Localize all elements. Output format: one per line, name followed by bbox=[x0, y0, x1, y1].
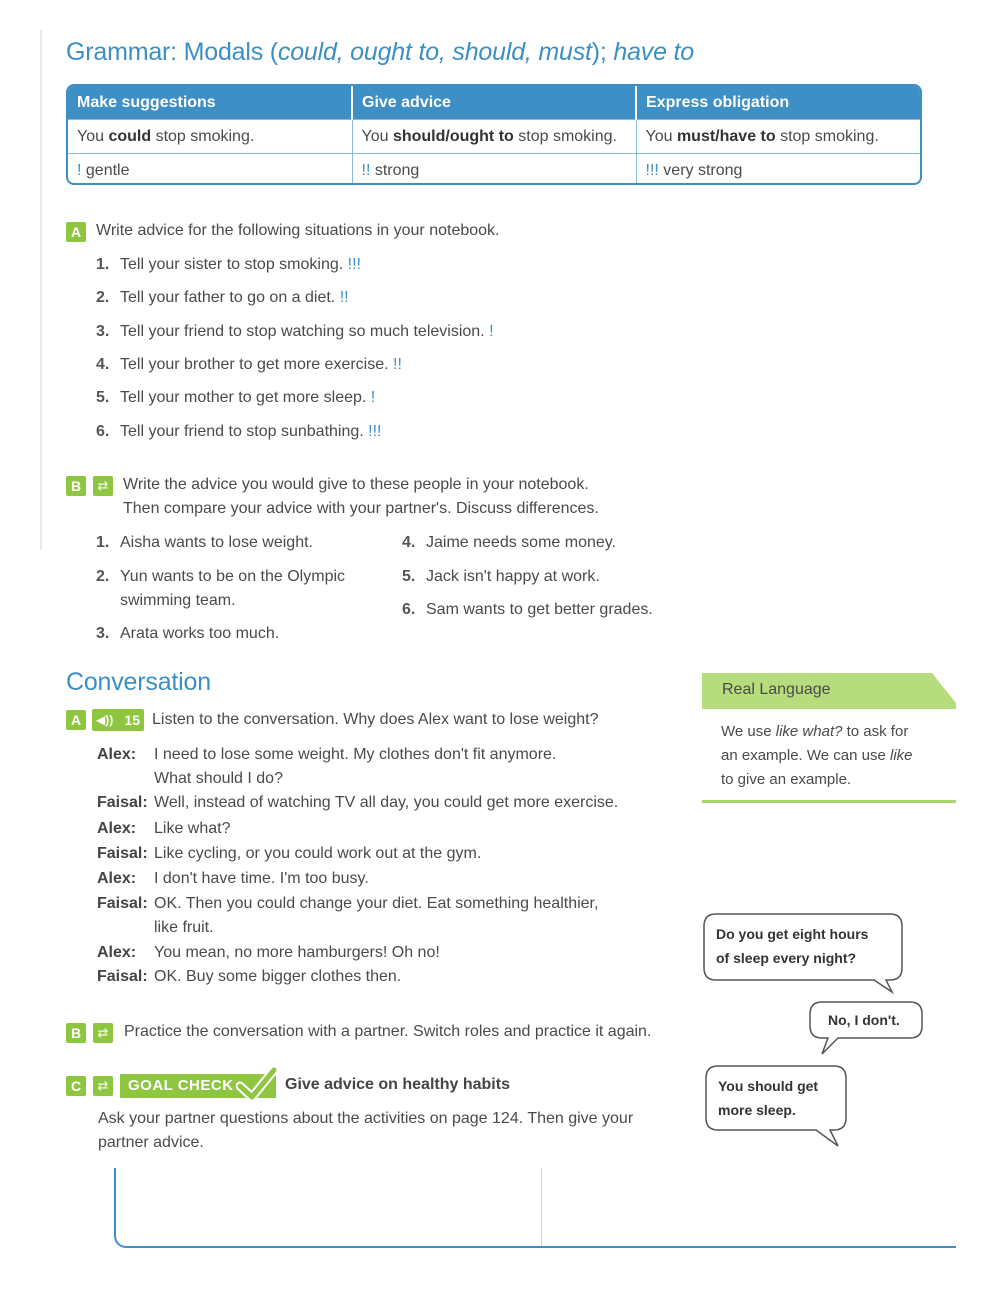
cell-should bbox=[352, 120, 636, 154]
item-number: 4. bbox=[96, 356, 110, 373]
pair-work-icon: ⇄ bbox=[93, 476, 113, 496]
dialogue-text: Like cycling, or you could work out at the gym. bbox=[154, 845, 482, 862]
exercise-b-label: B bbox=[66, 476, 86, 496]
real-language-header bbox=[702, 673, 956, 709]
rl-italic: like what? bbox=[775, 723, 843, 740]
list-item bbox=[96, 320, 494, 344]
cell-strong bbox=[352, 154, 636, 186]
answer-area-divider bbox=[541, 1168, 542, 1246]
grammar-title-have-to: have to bbox=[613, 38, 694, 66]
speaker-name: Alex: bbox=[97, 870, 137, 887]
exercise-a-label: A bbox=[66, 222, 86, 242]
item-number: 6. bbox=[96, 423, 110, 440]
bubble-text-2: more sleep. bbox=[718, 1102, 796, 1118]
dialogue-text: OK. Then you could change your diet. Eat something healthier, bbox=[154, 895, 599, 912]
real-language-line-1 bbox=[721, 720, 921, 744]
cell-very-strong bbox=[636, 154, 920, 186]
item-number: 2. bbox=[96, 568, 110, 585]
exercise-b-instruction-2: Then compare your advice with your partner's. Discuss differences. bbox=[123, 500, 599, 517]
item-mark: ! bbox=[370, 389, 376, 406]
item-text: Tell your father to go on a diet. bbox=[120, 289, 340, 306]
dialogue-text: Well, instead of watching TV all day, you could get more exercise. bbox=[154, 794, 619, 811]
dialogue-text: OK. Buy some bigger clothes then. bbox=[154, 968, 402, 985]
grammar-table bbox=[66, 84, 922, 185]
dialogue-text: Like what? bbox=[154, 820, 231, 837]
dialogue-text: I don't have time. I'm too busy. bbox=[154, 870, 369, 887]
real-language-divider bbox=[702, 800, 956, 803]
speaker-name: Alex: bbox=[97, 944, 137, 961]
item-text: Sam wants to get better grades. bbox=[426, 601, 653, 618]
strength-text: strong bbox=[370, 161, 420, 179]
cell-must bbox=[636, 120, 920, 154]
cell-gentle bbox=[68, 154, 352, 186]
list-item bbox=[96, 353, 402, 377]
conversation-b-instruction: Practice the conversation with a partner. Switch roles and practice it again. bbox=[124, 1023, 652, 1040]
item-number: 2. bbox=[96, 289, 110, 306]
rl-text: an example. We can use bbox=[721, 747, 890, 764]
page-margin-line bbox=[40, 30, 42, 550]
cell-text: You bbox=[645, 127, 677, 145]
item-text: Yun wants to be on the Olympic bbox=[120, 568, 346, 585]
item-number: 5. bbox=[402, 568, 416, 585]
item-number: 3. bbox=[96, 323, 110, 340]
list-item bbox=[402, 598, 653, 622]
real-language-title: Real Language bbox=[722, 681, 831, 698]
item-text: Arata works too much. bbox=[120, 625, 280, 642]
item-text: Jack isn't happy at work. bbox=[426, 568, 600, 585]
item-text: Tell your mother to get more sleep. bbox=[120, 389, 371, 406]
item-text: Tell your sister to stop smoking. bbox=[120, 256, 348, 273]
audio-track-badge[interactable] bbox=[92, 709, 144, 731]
rl-italic: like bbox=[889, 747, 913, 764]
item-number: 1. bbox=[96, 256, 110, 273]
cell-text: You bbox=[361, 127, 393, 145]
bubble-text-1: Do you get eight hours bbox=[716, 926, 869, 942]
strength-text: gentle bbox=[81, 161, 130, 179]
grammar-table-row-strength bbox=[68, 154, 920, 186]
track-number: 15 bbox=[124, 712, 140, 728]
dialogue-text: like fruit. bbox=[154, 919, 214, 936]
item-text: Tell your friend to stop sunbathing. bbox=[120, 423, 369, 440]
item-mark: !!! bbox=[347, 256, 361, 273]
goal-check-badge: GOAL CHECK bbox=[120, 1074, 276, 1098]
list-item bbox=[96, 622, 279, 646]
item-text: Tell your friend to stop watching so much television. bbox=[120, 323, 490, 340]
header-express-obligation: Express obligation bbox=[636, 86, 920, 120]
exercise-b-instruction-1: Write the advice you would give to these people in your notebook. bbox=[123, 476, 589, 493]
item-mark: !!! bbox=[368, 423, 382, 440]
dialogue-text: What should I do? bbox=[154, 770, 283, 787]
dialogue-text: I need to lose some weight. My clothes don't fit anymore. bbox=[154, 746, 557, 763]
dialogue-text: You mean, no more hamburgers! Oh no! bbox=[154, 944, 440, 961]
item-number: 5. bbox=[96, 389, 110, 406]
goal-title: Give advice on healthy habits bbox=[285, 1076, 510, 1093]
list-item bbox=[96, 286, 349, 310]
bubble-text-2: of sleep every night? bbox=[716, 950, 857, 966]
real-language-text bbox=[721, 720, 921, 792]
speech-bubble-question bbox=[702, 912, 904, 992]
speech-bubble-answer bbox=[808, 1000, 924, 1056]
item-number: 4. bbox=[402, 534, 416, 551]
item-number: 3. bbox=[96, 625, 110, 642]
item-mark: !! bbox=[339, 289, 349, 306]
cell-modal: should/ought to bbox=[392, 127, 514, 145]
bubble-text-1: You should get bbox=[718, 1078, 819, 1094]
speaker-icon: ◀)) bbox=[96, 713, 114, 727]
strength-mark: !! bbox=[361, 161, 371, 179]
speaker-name: Faisal: bbox=[97, 968, 148, 985]
real-language-line-2 bbox=[721, 744, 921, 768]
list-item-continued: swimming team. bbox=[120, 592, 236, 609]
cell-text: stop smoking. bbox=[775, 127, 879, 145]
goal-instruction-1: Ask your partner questions about the activities on page 124. Then give your bbox=[98, 1110, 634, 1127]
rl-text: to ask for bbox=[842, 723, 909, 740]
cell-text: stop smoking. bbox=[513, 127, 617, 145]
strength-text: very strong bbox=[658, 161, 743, 179]
speaker-name: Alex: bbox=[97, 820, 137, 837]
item-mark: !! bbox=[393, 356, 402, 373]
rl-text: We use bbox=[721, 723, 776, 740]
speaker-name: Alex: bbox=[97, 746, 137, 763]
header-make-suggestions: Make suggestions bbox=[68, 86, 352, 120]
grammar-title-text: Grammar: Modals ( bbox=[66, 38, 278, 66]
answer-area[interactable] bbox=[114, 1168, 956, 1248]
list-item bbox=[402, 565, 600, 589]
grammar-title-modals: could, ought to, should, must bbox=[277, 38, 592, 66]
item-number: 1. bbox=[96, 534, 110, 551]
list-item bbox=[96, 565, 345, 589]
list-item bbox=[96, 531, 313, 555]
item-text: Tell your brother to get more exercise. bbox=[120, 356, 394, 373]
list-item bbox=[402, 531, 616, 555]
item-number: 6. bbox=[402, 601, 416, 618]
conversation-title: Conversation bbox=[66, 668, 211, 696]
grammar-table-header bbox=[68, 86, 920, 120]
exercise-a-instruction: Write advice for the following situations in your notebook. bbox=[96, 222, 500, 239]
list-item bbox=[96, 386, 375, 410]
conversation-a-instruction: Listen to the conversation. Why does Alex want to lose weight? bbox=[152, 711, 599, 728]
cell-text: You bbox=[77, 127, 109, 145]
cell-modal: could bbox=[108, 127, 152, 145]
item-text: Jaime needs some money. bbox=[426, 534, 617, 551]
speaker-name: Faisal: bbox=[97, 794, 148, 811]
strength-mark: !!! bbox=[645, 161, 659, 179]
conversation-b-label: B bbox=[66, 1023, 86, 1043]
cell-text: stop smoking. bbox=[151, 127, 255, 145]
list-item bbox=[96, 420, 382, 444]
grammar-title-sep: ); bbox=[591, 38, 614, 66]
checkmark-icon bbox=[236, 1066, 278, 1102]
goal-instruction-2: partner advice. bbox=[98, 1134, 204, 1151]
item-text: Aisha wants to lose weight. bbox=[120, 534, 313, 551]
speaker-name: Faisal: bbox=[97, 845, 148, 862]
real-language-line-3: to give an example. bbox=[721, 771, 852, 788]
pair-work-icon: ⇄ bbox=[93, 1076, 113, 1096]
strength-mark: ! bbox=[77, 161, 82, 179]
list-item bbox=[96, 253, 361, 277]
bubble-text: No, I don't. bbox=[828, 1012, 900, 1028]
speech-bubble-advice bbox=[704, 1064, 848, 1148]
conversation-a-label: A bbox=[66, 710, 86, 730]
pair-work-icon: ⇄ bbox=[93, 1023, 113, 1043]
speaker-name: Faisal: bbox=[97, 895, 148, 912]
grammar-title bbox=[66, 38, 694, 67]
item-mark: ! bbox=[489, 323, 494, 340]
header-give-advice: Give advice bbox=[352, 86, 636, 120]
cell-modal: must/have to bbox=[676, 127, 776, 145]
goal-c-label: C bbox=[66, 1076, 86, 1096]
grammar-table-row-examples bbox=[68, 120, 920, 154]
cell-could bbox=[68, 120, 352, 154]
